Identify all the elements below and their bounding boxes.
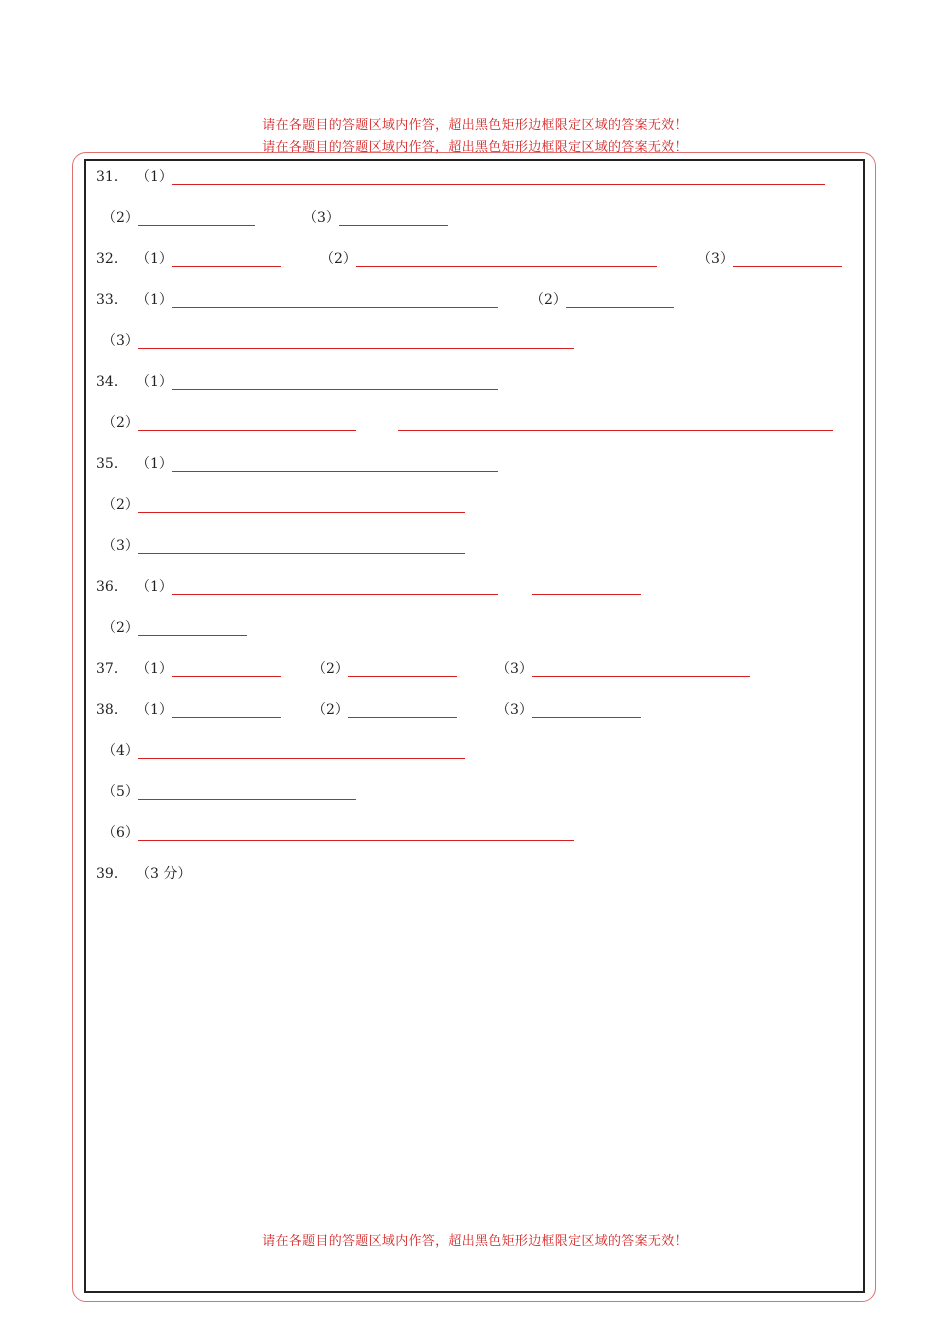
part-label: （2） [312, 661, 349, 677]
answer-blank[interactable] [138, 840, 574, 841]
part-label: （3） [102, 333, 139, 349]
answer-blank[interactable] [138, 512, 465, 513]
question-number: 37． [96, 661, 128, 677]
question-number: 33． [96, 292, 128, 308]
answer-blank[interactable] [532, 717, 641, 718]
answer-blank[interactable] [172, 389, 498, 390]
instruction-warning-bottom: 请在各题目的答题区域内作答，超出黑色矩形边框限定区域的答案无效！ [262, 1234, 688, 1249]
answer-blank[interactable] [172, 307, 498, 308]
answer-blank[interactable] [348, 717, 457, 718]
question-number: 31． [96, 169, 128, 185]
answer-blank[interactable] [172, 471, 498, 472]
part-label: （2） [102, 415, 139, 431]
part-label: （1） [136, 374, 173, 390]
answer-blank[interactable] [138, 348, 574, 349]
question-number: 39． [96, 866, 128, 882]
part-label: （6） [102, 825, 139, 841]
answer-blank[interactable] [138, 635, 247, 636]
part-label: （2） [102, 497, 139, 513]
part-label: （3） [303, 210, 340, 226]
question-number: 35． [96, 456, 128, 472]
answer-blank[interactable] [172, 717, 281, 718]
answer-blank[interactable] [733, 266, 842, 267]
answer-blank[interactable] [566, 307, 674, 308]
part-label: （3） [496, 661, 533, 677]
part-label: （1） [136, 169, 173, 185]
question-number: 32． [96, 251, 128, 267]
part-label: （2） [320, 251, 357, 267]
answer-blank[interactable] [356, 266, 657, 267]
part-label: （1） [136, 292, 173, 308]
part-label: （5） [102, 784, 139, 800]
answer-blank[interactable] [172, 594, 498, 595]
answer-blank[interactable] [138, 799, 356, 800]
part-label: （1） [136, 661, 173, 677]
instruction-warning-top-1: 请在各题目的答题区域内作答，超出黑色矩形边框限定区域的答案无效！ [262, 118, 688, 133]
answer-blank[interactable] [138, 553, 465, 554]
part-label: （1） [136, 251, 173, 267]
answer-blank[interactable] [138, 758, 465, 759]
answer-blank[interactable] [172, 676, 281, 677]
answer-blank[interactable] [532, 594, 641, 595]
question-number: 38． [96, 702, 128, 718]
question-number: 34． [96, 374, 128, 390]
part-label: （2） [102, 210, 139, 226]
part-label: （2） [312, 702, 349, 718]
instruction-warning-top-2: 请在各题目的答题区域内作答，超出黑色矩形边框限定区域的答案无效！ [262, 140, 688, 155]
part-label: （3） [496, 702, 533, 718]
part-label: （3） [102, 538, 139, 554]
answer-blank[interactable] [138, 225, 255, 226]
answer-blank[interactable] [339, 225, 448, 226]
question-number: 36． [96, 579, 128, 595]
answer-blank[interactable] [348, 676, 457, 677]
answer-blank[interactable] [532, 676, 750, 677]
answer-blank[interactable] [172, 184, 825, 185]
score-label: （3 分） [136, 866, 192, 882]
answer-blank[interactable] [398, 430, 833, 431]
part-label: （1） [136, 579, 173, 595]
answer-blank[interactable] [172, 266, 281, 267]
part-label: （2） [102, 620, 139, 636]
part-label: （1） [136, 702, 173, 718]
part-label: （3） [697, 251, 734, 267]
free-answer-area[interactable] [90, 890, 860, 1220]
answer-blank[interactable] [138, 430, 356, 431]
part-label: （2） [530, 292, 567, 308]
part-label: （1） [136, 456, 173, 472]
part-label: （4） [102, 743, 139, 759]
